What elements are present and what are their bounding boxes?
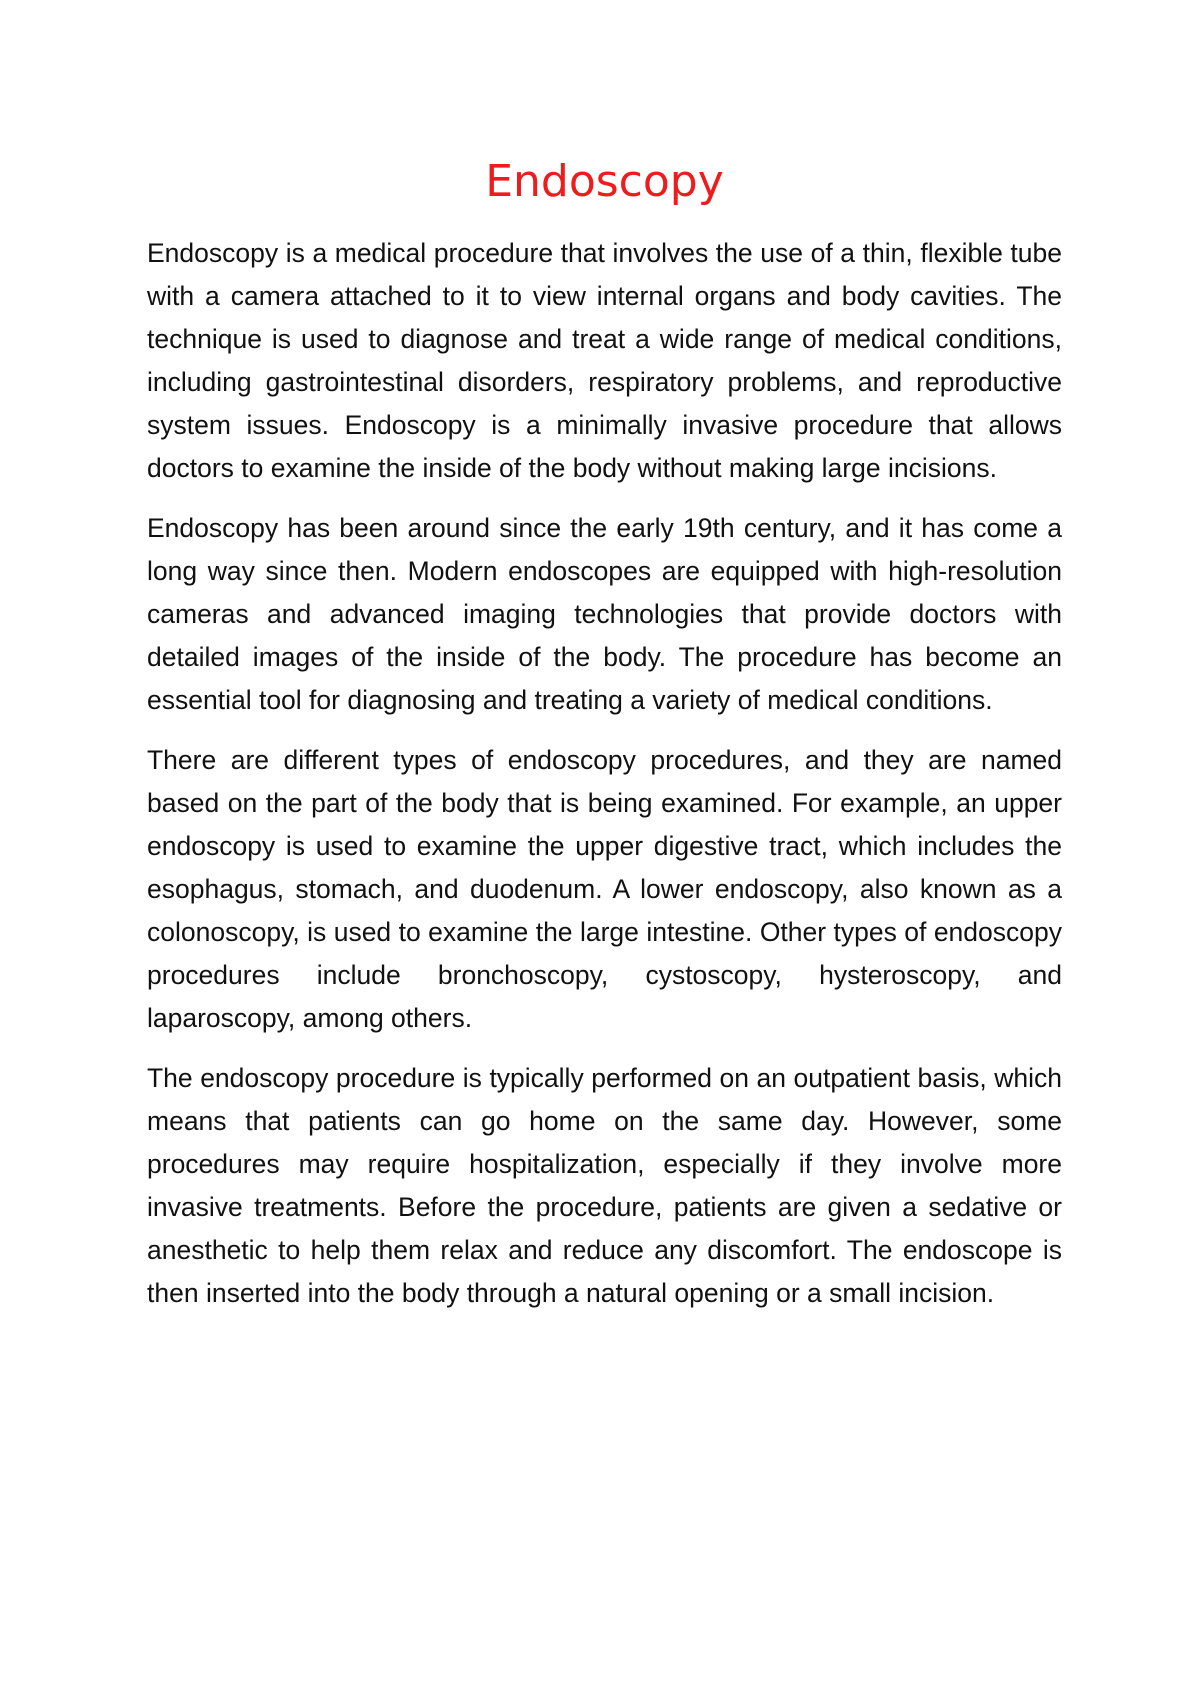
paragraph-intro: Endoscopy is a medical procedure that involves the use of a thin, flexible tube with a camera attached to it to view internal organs and body cavities. The technique is used to diagnose and treat a wide range of medical conditions, including gastrointestinal disorders, respiratory problems, and reproductive system issues. Endoscopy is a minimally invasive procedure that allows doctors to examine the inside of the body without making large incisions. (147, 238, 1062, 483)
page-title: Endoscopy (485, 156, 724, 207)
paragraph-history: Endoscopy has been around since the early 19th century, and it has come a long way since then. Modern endoscopes are equipped with high-resolution cameras and advanced imaging technologies that provide doctors with detailed images of the inside of the body. The procedure has become an essential tool for diagnosing and treating a variety of medical conditions. (147, 513, 1062, 715)
paragraph-procedure: The endoscopy procedure is typically performed on an outpatient basis, which means that patients can go home on the same day. However, some procedures may require hospitalization, especially if they involve more invasive treatments. Before the procedure, patients are given a sedative or anesthetic to help them relax and reduce any discomfort. The endoscope is then inserted into the body through a natural opening or a small incision. (147, 1063, 1062, 1308)
paragraph-types: There are different types of endoscopy procedures, and they are named based on the part of the body that is being examined. For example, an upper endoscopy is used to examine the upper digestive tract, which includes the esophagus, stomach, and duodenum. A lower endoscopy, also known as a colonoscopy, is used to examine the large intestine. Other types of endoscopy procedures include bronchoscopy, cystoscopy, hysteroscopy, and laparoscopy, among others. (147, 745, 1062, 1033)
document-body (147, 150, 1062, 1332)
